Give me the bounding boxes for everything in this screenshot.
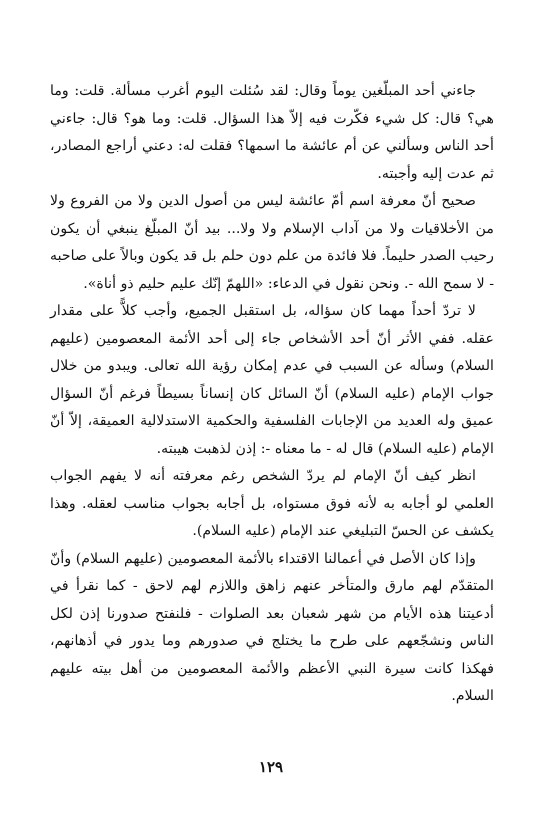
paragraph-1: جاءني أحد المبلّغين يوماً وقال: لقد سُئلت اليوم أغرب مسألة. قلت: وما هي؟ قال: كل شيء فكّرت فيه إلاّ هذا السؤال. قلت: وما هو؟ قال: جاءني أحد الناس وسألني عن أم عائشة ما اسمها؟ فقلت له: دعني أراجع المصادر، ثم عدت إليه وأجبته. <box>50 83 494 182</box>
body-text <box>50 78 494 711</box>
paragraph-5: وإذا كان الأصل في أعمالنا الاقتداء بالأئمة المعصومين (عليهم السلام) وأنّ المتقدّم لهم مارق والمتأخر عنهم زاهق واللازم لهم لاحق - كما نقرأ في أدعيتنا هذه الأيام من شهر شعبان بعد الصلوات - فلنفتح صدورنا إذن لكل الناس ونشجّعهم على طرح ما يختلج في صدورهم وما يدور في أذهانهم، فهكذا كانت سيرة النبي الأعظم والأئمة المعصومين من أهل بيته عليهم السلام. <box>50 550 494 704</box>
page-number: ١٢٩ <box>258 758 284 776</box>
paragraph-4: انظر كيف أنّ الإمام لم يردّ الشخص رغم معرفته أنه لا يفهم الجواب العلمي لو أجابه به لأنه فوق مستواه، بل أجابه بجواب مناسب لعقله. وهذا يكشف عن الحسّ التبليغي عند الإمام (عليه السلام). <box>50 468 494 539</box>
paragraph-3: لا تردّ أحداً مهما كان سؤاله، بل استقبل الجميع، وأجب كلاًّ على مقدار عقله. ففي الأثر أنّ أحد الأشخاص جاء إلى أحد الأئمة المعصومين (عليهم السلام) وسأله عن السبب في عدم إمكان رؤية الله تعالى. ويبدو من خلال جواب الإمام (عليه السلام) أنّ السائل كان إنساناً بسيطاً فرغم أنّ السؤال عميق وله العديد من الإجابات الفلسفية والحكمية الاستدلالية العميقة، إلاّ أنّ الإمام (عليه السلام) قال له - ما معناه -: إذن لذهبت هيبته. <box>50 303 494 457</box>
paragraph-2: صحيح أنّ معرفة اسم أمّ عائشة ليس من أصول الدين ولا من الفروع ولا من الأخلاقيات ولا من آداب الإسلام ولا ولا... بيد أنّ المبلّغ ينبغي أن يكون رحيب الصدر حليماً. فلا فائدة من علم دون حلم بل قد يكون وبالاً على صاحبه - لا سمح الله -. ونحن نقول في الدعاء: «اللهمّ إنّك عليم حليم ذو أناة». <box>50 193 494 292</box>
